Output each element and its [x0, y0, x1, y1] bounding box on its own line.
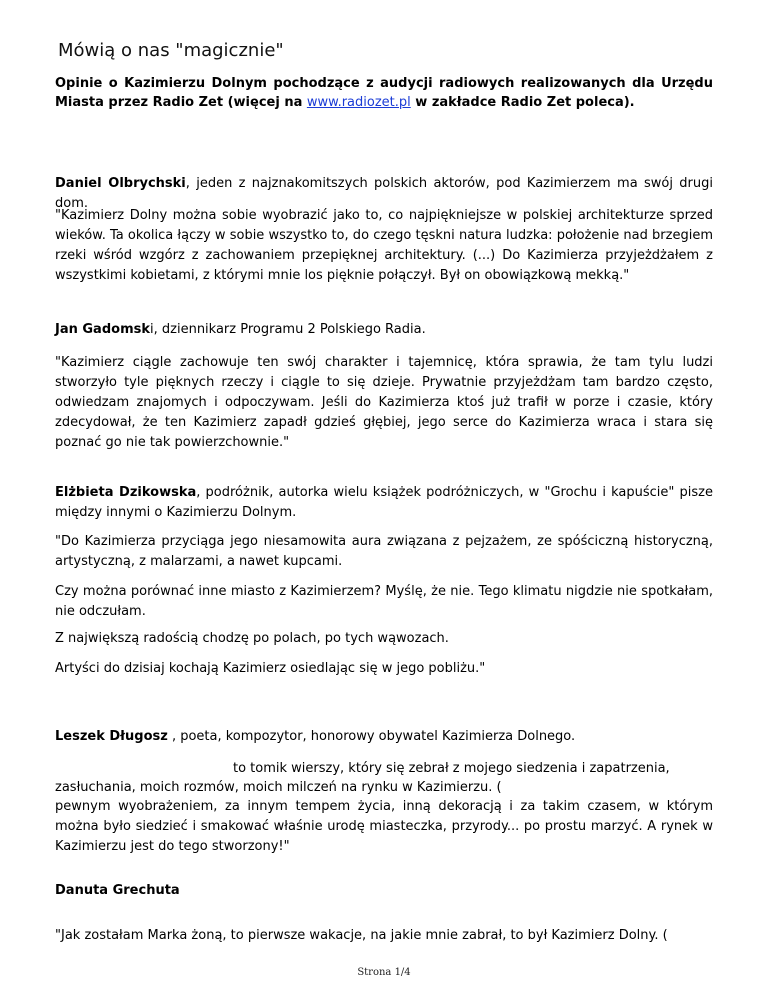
dzikowska-quote-2: Czy można porównać inne miasto z Kazimierzem? Myślę, że nie. Tego klimatu nigdzie nie spotkałam, nie odczułam. — [55, 584, 713, 619]
olbrychski-quote: "Kazimierz Dolny można sobie wyobrazić jako to, co najpiękniejsze w polskiej architekturze sprzed wieków. Ta okolica łączy w sobie wszystko to, do czego tęskni natura ludzka: położenie nad brzegiem rzeki wśród wzgórz z zachowaniem przepięknej architektury. (...) Do Kazimierza przyjeżdżałem z wszystkimi kobietami, z którymi mnie los pięknie połączył. Był on obowiązkową mekką." — [55, 208, 713, 283]
olbrychski-name: Daniel Olbrychski — [55, 176, 186, 191]
dlugosz-line-2: zasłuchania, moich rozmów, moich milczeń na rynku w Kazimierzu. ( — [55, 780, 502, 795]
gadomski-name: Jan Gadomsk — [55, 322, 150, 337]
intro-text-end: w zakładce Radio Zet poleca). — [410, 95, 635, 110]
dzikowska-intro — [55, 483, 713, 523]
gadomski-quote: "Kazimierz ciągle zachowuje ten swój charakter i tajemnicę, która sprawia, że tam tylu ludzi stworzyło tyle pięknych rzeczy i ciągle to się dzieje. Prywatnie przyjeżdżam tam bardzo często, odwiedzam znajomych i odpoczywam. Jeśli do Kazimierza ktoś już trafił w porze i czasie, który zdecydował, że ten Kazimierz zapadł gdzieś głębiej, jego serce do Kazimierza wraca i stara się poznać go nie tak powierzchownie." — [55, 355, 713, 450]
dzikowska-quote-3: Z największą radością chodzę po polach, po tych wąwozach. — [55, 631, 449, 646]
intro-paragraph — [55, 74, 713, 112]
grechuta-quote: "Jak zostałam Marka żoną, to pierwsze wakacje, na jakie mnie zabrał, to był Kazimierz Dolny. ( — [55, 928, 668, 943]
dzikowska-desc: , podróżnik, autorka wielu książek podróżniczych, w "Grochu i kapuście" pisze między innymi o Kazimierzu Dolnym. — [55, 485, 713, 520]
dzikowska-quote-1: "Do Kazimierza przyciąga jego niesamowita aura związana z pejzażem, ze spóściczną historyczną, artystyczną, z malarzami, a nawet kupcami. — [55, 534, 713, 569]
radiozet-link[interactable]: www.radiozet.pl — [306, 95, 411, 110]
page-number: Strona 1/4 — [357, 967, 411, 978]
dlugosz-desc: , poeta, kompozytor, honorowy obywatel Kazimierza Dolnego. — [167, 729, 576, 744]
grechuta-name: Danuta Grechuta — [55, 883, 180, 898]
dzikowska-quote-4: Artyści do dzisiaj kochają Kazimierz osiedlając się w jego pobliżu." — [55, 661, 486, 676]
dlugosz-line-3: pewnym wyobrażeniem, za innym tempem życia, inną dekoracją i za takim czasem, w którym można było siedzieć i smakować właśnie urodę miasteczka, przyrody... po prostu marzyć. A rynek w Kazimierzu jest do tego stworzony!" — [55, 799, 713, 854]
grechuta-intro — [55, 881, 713, 901]
gadomski-intro — [55, 320, 713, 340]
olbrychski-desc: , jeden z najznakomitszych polskich aktorów, pod Kazimierzem ma swój drugi dom. — [55, 176, 713, 211]
intro-text: Opinie o Kazimierzu Dolnym pochodzące z audycji radiowych realizowanych dla Urzędu Miasta przez Radio Zet (więcej na — [55, 76, 713, 110]
dlugosz-line-1: to tomik wierszy, który się zebrał z mojego siedzenia i zapatrzenia, — [233, 761, 670, 776]
dlugosz-name: Leszek Długosz — [55, 729, 168, 744]
dzikowska-name: Elżbieta Dzikowska — [55, 485, 197, 500]
gadomski-name-rest: i — [150, 322, 154, 337]
page-title: Mówią o nas "magicznie" — [58, 40, 284, 61]
dlugosz-intro — [55, 727, 713, 747]
gadomski-desc: , dziennikarz Programu 2 Polskiego Radia. — [153, 322, 426, 337]
